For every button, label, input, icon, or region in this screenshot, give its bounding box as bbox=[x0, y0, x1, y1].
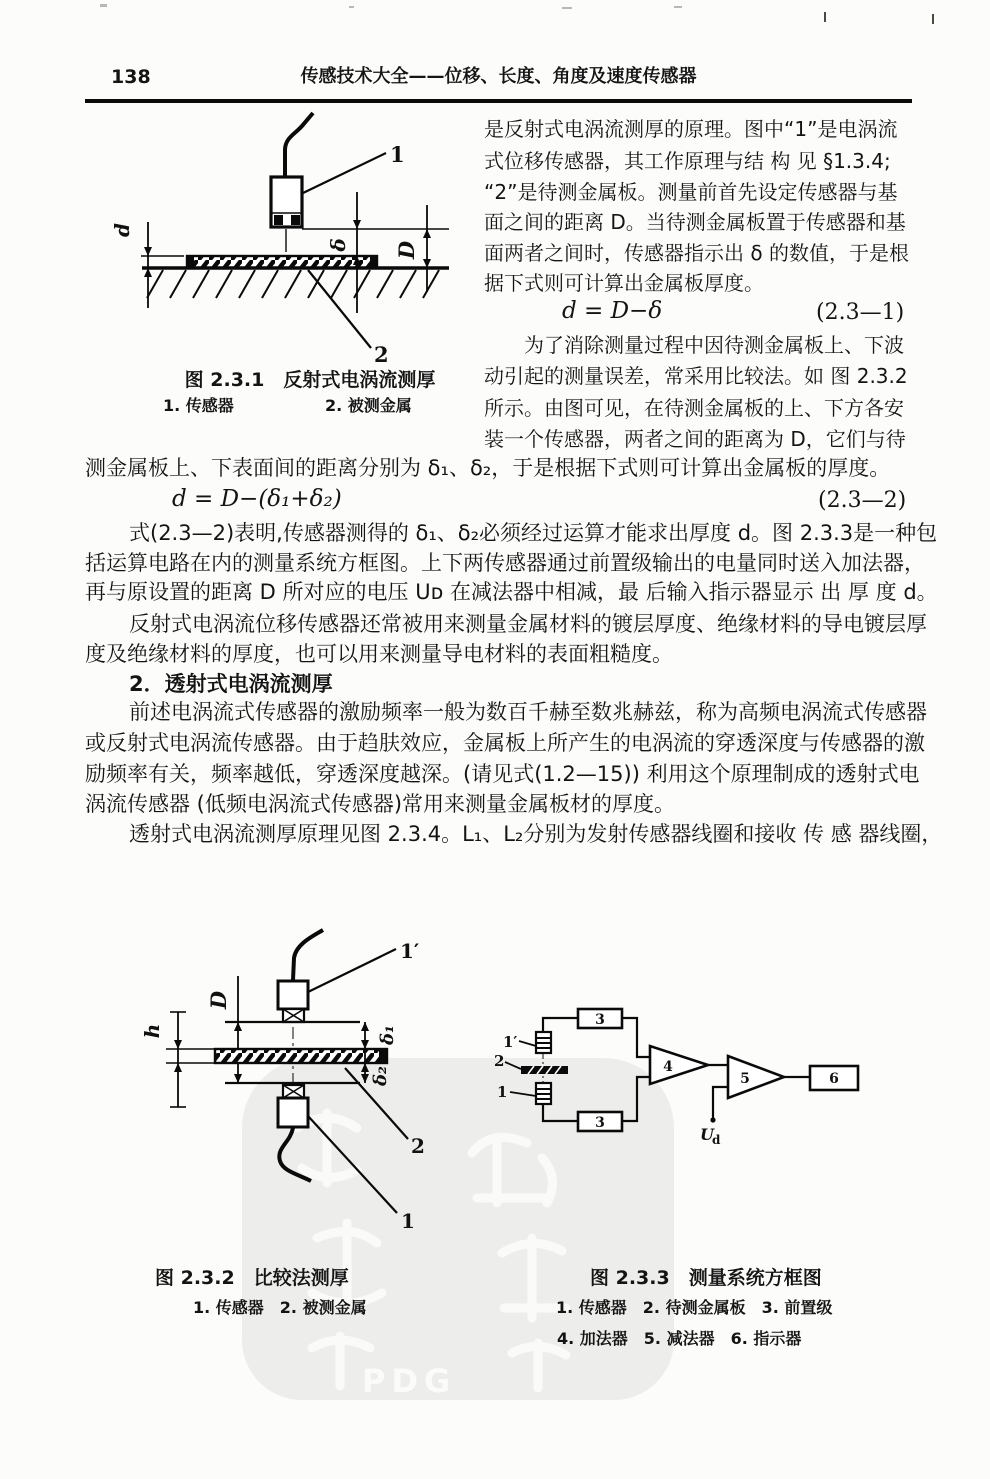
figure-2-3-3-diagram bbox=[488, 1000, 868, 1148]
scan-mark bbox=[932, 14, 934, 24]
fig2-label-1: 1 bbox=[401, 1209, 415, 1233]
body-line: 反射式电涡流位移传感器还常被用来测量金属材料的镀层厚度、绝缘材料的导电镀层厚 bbox=[129, 612, 927, 636]
leader-line bbox=[308, 1116, 397, 1213]
fig2-label-2: 2 bbox=[411, 1134, 425, 1158]
fig3-label-ud-sub: d bbox=[712, 1133, 721, 1147]
lower-sensor bbox=[278, 1098, 308, 1127]
leader-line bbox=[303, 153, 386, 193]
ground-hatching bbox=[147, 270, 439, 298]
scan-mark bbox=[824, 12, 826, 22]
formula-2-3-1: d = D−δ bbox=[562, 298, 663, 324]
fig3-label-1: 1 bbox=[497, 1083, 508, 1101]
scan-speck bbox=[562, 7, 572, 9]
sensor-cable bbox=[279, 1128, 311, 1181]
body-line: 所示。由图可见，在待测金属板的上、下方各安 bbox=[484, 396, 904, 420]
leader-line bbox=[308, 949, 396, 992]
figure-2-3-1-caption: 图 2.3.1 反射式电涡流测厚 bbox=[184, 369, 436, 391]
fig3-label-1p: 1′ bbox=[503, 1033, 518, 1051]
body-line: 励频率有关，频率越低，穿透深度越深。(请见式(1.2—15)) 利用这个原理制成的透射式电 bbox=[85, 762, 920, 786]
body-line: 再与原设置的距离 D 所对应的电压 Uᴅ 在减法器中相减，最 后输入指示器显示 出 厚 度 d。 bbox=[85, 580, 938, 604]
figure-2-3-3-legend-2: 4. 加法器 5. 减法器 6. 指示器 bbox=[557, 1329, 802, 1348]
body-line: 为了消除测量过程中因待测金属板上、下波 bbox=[524, 333, 904, 357]
figure-2-3-3-caption: 图 2.3.3 测量系统方框图 bbox=[590, 1267, 822, 1289]
fig3-label-ud: U bbox=[700, 1125, 714, 1144]
scan-speck bbox=[674, 6, 682, 8]
body-line: 度及绝缘材料的厚度，也可以用来测量导电材料的表面粗糙度。 bbox=[85, 642, 673, 666]
fig3-label-2: 2 bbox=[494, 1052, 505, 1070]
sensor-cable bbox=[285, 113, 313, 178]
body-line: 动引起的测量误差，常采用比较法。如 图 2.3.2 bbox=[484, 364, 908, 388]
fig3-label-3-top: 3 bbox=[595, 1012, 605, 1028]
metal-plate bbox=[215, 1049, 387, 1063]
body-line: 测金属板上、下表面间的距离分别为 δ₁、δ₂，于是根据下式则可计算出金属板的厚度。 bbox=[85, 456, 891, 480]
body-line: 是反射式电涡流测厚的原理。图中“1”是电涡流 bbox=[484, 117, 898, 141]
header-rule bbox=[85, 99, 912, 103]
figure-2-3-1-diagram bbox=[95, 105, 470, 370]
fig2-label-1p: 1′ bbox=[400, 939, 420, 963]
body-line: 式位移传感器，其工作原理与结 构 见 §1.3.4; bbox=[484, 149, 891, 173]
running-header-title: 传感技术大全——位移、长度、角度及速度传感器 bbox=[300, 66, 697, 87]
fig1-label-2: 2 bbox=[374, 342, 389, 367]
fig1-label-1: 1 bbox=[390, 142, 405, 167]
scan-speck bbox=[349, 6, 354, 8]
fig2-label-delta2: δ₂ bbox=[370, 1066, 391, 1086]
body-line: 或反射式电涡流传感器。由于趋肤效应，金属板上所产生的电涡流的穿透深度与传感器的激 bbox=[85, 731, 925, 755]
body-line: 式(2.3—2)表明,传感器测得的 δ₁、δ₂必须经过运算才能求出厚度 d。图 2.3.3是一种包 bbox=[129, 521, 938, 545]
fig2-label-D: D bbox=[206, 990, 231, 1010]
body-line: 括运算电路在内的测量系统方框图。上下两传感器通过前置级输出的电量同时送入加法器， bbox=[85, 551, 925, 575]
section-heading: 2．透射式电涡流测厚 bbox=[129, 672, 333, 696]
body-line: “2”是待测金属板。测量前首先设定传感器与基 bbox=[484, 180, 898, 204]
figure-2-3-2-legend: 1. 传感器 2. 被测金属 bbox=[193, 1298, 367, 1317]
body-line: 前述电涡流式传感器的激励频率一般为数百千赫至数兆赫兹，称为高频电涡流式传感器 bbox=[129, 700, 927, 724]
equation-number: (2.3—2) bbox=[818, 488, 907, 513]
figure-2-3-2-diagram bbox=[140, 915, 440, 1245]
equation-number: (2.3—1) bbox=[816, 300, 905, 325]
figure-2-3-1-legend-1: 1. 传感器 bbox=[163, 396, 234, 415]
body-line: 面之间的距离 D。当待测金属板置于传感器和基 bbox=[484, 210, 906, 234]
scan-speck bbox=[100, 4, 107, 7]
fig2-label-h: h bbox=[140, 1023, 164, 1039]
body-line: 据下式则可计算出金属板厚度。 bbox=[484, 271, 764, 295]
fig1-label-D: D bbox=[394, 240, 419, 260]
fig3-label-6: 6 bbox=[829, 1071, 839, 1087]
fig1-label-d: d bbox=[110, 223, 134, 237]
figure-2-3-3-legend-1: 1. 传感器 2. 待测金属板 3. 前置级 bbox=[556, 1298, 833, 1317]
fig3-label-4: 4 bbox=[663, 1059, 673, 1075]
upper-sensor bbox=[278, 981, 308, 1009]
fig1-label-delta: δ bbox=[326, 238, 350, 252]
body-line: 涡流传感器 (低频电涡流式传感器)常用来测量金属板材的厚度。 bbox=[85, 792, 676, 816]
adder-triangle bbox=[650, 1046, 708, 1084]
body-line: 面两者之间时，传感器指示出 δ 的数值，于是根 bbox=[484, 241, 909, 265]
fig3-label-5: 5 bbox=[740, 1071, 750, 1087]
figure-2-3-2-caption: 图 2.3.2 比较法测厚 bbox=[155, 1267, 349, 1289]
fig2-label-delta1: δ₁ bbox=[377, 1025, 398, 1045]
body-line: 透射式电涡流测厚原理见图 2.3.4。L₁、L₂分别为发射传感器线圈和接收 传 感 器线圈， bbox=[129, 822, 943, 846]
sensor-cable bbox=[293, 930, 323, 980]
fig3-label-3-bottom: 3 bbox=[595, 1115, 605, 1131]
figure-2-3-1-legend-2: 2. 被测金属 bbox=[325, 396, 412, 415]
body-line: 装一个传感器，两者之间的距离为 D，它们与待 bbox=[484, 427, 906, 451]
formula-2-3-2: d = D−(δ₁+δ₂) bbox=[172, 486, 342, 512]
watermark-pdg: PDG bbox=[362, 1362, 457, 1400]
page-number: 138 bbox=[111, 66, 151, 88]
subtractor-triangle bbox=[728, 1056, 784, 1098]
